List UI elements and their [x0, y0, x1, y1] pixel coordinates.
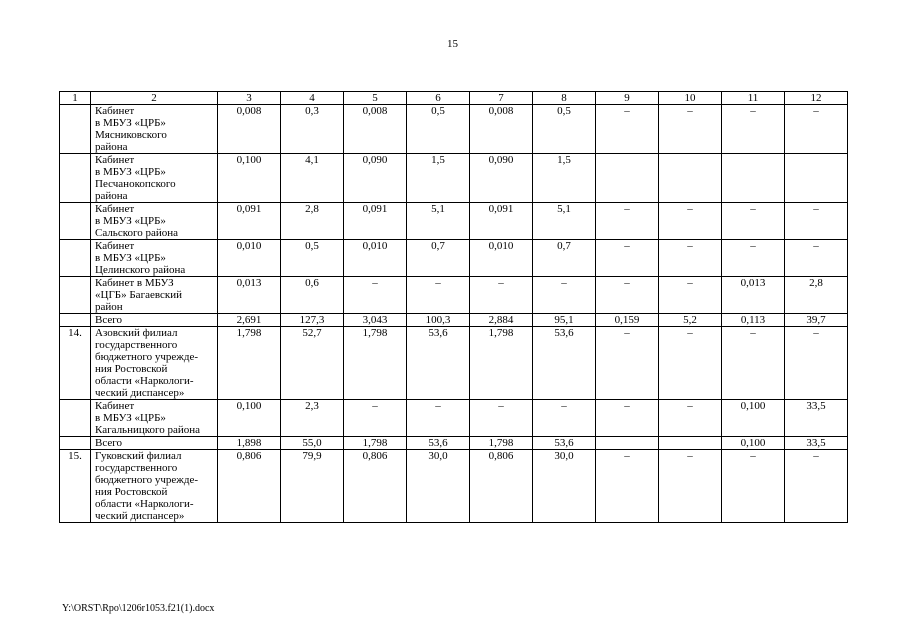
name-line: Гуковский филиал: [95, 450, 182, 462]
row-number-cell: [60, 314, 91, 327]
value-cell-col-5: 0,091: [344, 203, 407, 240]
value-cell-col-11: –: [722, 240, 785, 277]
value-cell-col-10: –: [659, 450, 722, 523]
value-cell-col-8: 30,0: [533, 450, 596, 523]
value-cell-col-6: 30,0: [407, 450, 470, 523]
header-cell: 8: [533, 92, 596, 105]
value-cell-col-6: 53,6: [407, 437, 470, 450]
name-line: район: [95, 301, 123, 313]
table-row: [60, 450, 848, 523]
value-cell-col-5: –: [344, 277, 407, 314]
value-cell-col-9: –: [596, 327, 659, 400]
value-cell-col-4: 2,3: [281, 400, 344, 437]
name-line: Кабинет: [95, 203, 135, 215]
table-row: [60, 105, 848, 154]
name-line: Сальского района: [95, 227, 179, 239]
value-cell-col-7: 0,091: [470, 203, 533, 240]
header-cell: 10: [659, 92, 722, 105]
value-cell-col-9: –: [596, 277, 659, 314]
row-number-cell: [60, 203, 91, 240]
name-line: Кабинет в МБУЗ: [95, 277, 174, 289]
institution-name-cell: [91, 105, 218, 154]
name-line: ния Ростовской: [95, 486, 168, 498]
value-cell-col-6: 0,5: [407, 105, 470, 154]
value-cell-col-7: 1,798: [470, 437, 533, 450]
header-cell: 7: [470, 92, 533, 105]
value-cell-col-4: 0,6: [281, 277, 344, 314]
value-cell-col-8: 1,5: [533, 154, 596, 203]
value-cell-col-3: 0,100: [218, 400, 281, 437]
name-line: в МБУЗ «ЦРБ»: [95, 215, 166, 227]
row-number-cell: [60, 240, 91, 277]
table-header-row: [60, 92, 848, 105]
header-cell: 2: [91, 92, 218, 105]
value-cell-col-12: –: [785, 105, 848, 154]
name-line: бюджетного учрежде-: [95, 474, 199, 486]
value-cell-col-4: 2,8: [281, 203, 344, 240]
value-cell-col-5: 0,010: [344, 240, 407, 277]
row-number-cell: [60, 437, 91, 450]
value-cell-col-4: 127,3: [281, 314, 344, 327]
value-cell-col-12: –: [785, 450, 848, 523]
value-cell-col-10: 5,2: [659, 314, 722, 327]
value-cell-col-11: –: [722, 203, 785, 240]
value-cell-col-9: [596, 437, 659, 450]
table-row: [60, 400, 848, 437]
row-number-cell: [60, 105, 91, 154]
name-line: Азовский филиал: [95, 327, 178, 339]
value-cell-col-6: 1,5: [407, 154, 470, 203]
value-cell-col-9: 0,159: [596, 314, 659, 327]
value-cell-col-3: 1,798: [218, 327, 281, 400]
header-cell: 1: [60, 92, 91, 105]
value-cell-col-10: –: [659, 277, 722, 314]
name-line: бюджетного учрежде-: [95, 351, 199, 363]
institution-name-cell: [91, 240, 218, 277]
name-line: Мясниковского: [95, 129, 167, 141]
value-cell-col-4: 4,1: [281, 154, 344, 203]
name-line: «ЦГБ» Багаевский: [95, 289, 182, 301]
name-line: Кабинет: [95, 154, 135, 166]
value-cell-col-6: –: [407, 400, 470, 437]
value-cell-col-8: 0,7: [533, 240, 596, 277]
value-cell-col-3: 2,691: [218, 314, 281, 327]
value-cell-col-10: –: [659, 240, 722, 277]
value-cell-col-9: –: [596, 105, 659, 154]
value-cell-col-9: –: [596, 400, 659, 437]
value-cell-col-7: 2,884: [470, 314, 533, 327]
value-cell-col-10: –: [659, 203, 722, 240]
value-cell-col-4: 52,7: [281, 327, 344, 400]
header-cell: 3: [218, 92, 281, 105]
row-number-cell: [60, 154, 91, 203]
value-cell-col-3: 0,013: [218, 277, 281, 314]
value-cell-col-8: 5,1: [533, 203, 596, 240]
value-cell-col-5: –: [344, 400, 407, 437]
value-cell-col-4: 55,0: [281, 437, 344, 450]
value-cell-col-8: 53,6: [533, 327, 596, 400]
name-line: Кабинет: [95, 240, 135, 252]
institution-name-cell: [91, 154, 218, 203]
value-cell-col-7: 0,806: [470, 450, 533, 523]
table-row: [60, 437, 848, 450]
header-cell: 9: [596, 92, 659, 105]
value-cell-col-11: –: [722, 105, 785, 154]
value-cell-col-4: 0,5: [281, 240, 344, 277]
table-row: [60, 314, 848, 327]
row-number-cell: [60, 400, 91, 437]
name-line: в МБУЗ «ЦРБ»: [95, 412, 166, 424]
value-cell-col-3: 0,806: [218, 450, 281, 523]
value-cell-col-12: 33,5: [785, 400, 848, 437]
name-line: Песчанокопского: [95, 178, 176, 190]
value-cell-col-10: [659, 154, 722, 203]
name-line: Кабинет: [95, 400, 135, 412]
table-row: [60, 203, 848, 240]
header-cell: 5: [344, 92, 407, 105]
page-number: 15: [447, 38, 458, 50]
value-cell-col-12: –: [785, 327, 848, 400]
value-cell-col-12: 33,5: [785, 437, 848, 450]
value-cell-col-3: 0,091: [218, 203, 281, 240]
value-cell-col-7: 0,010: [470, 240, 533, 277]
name-line: Кагальницкого района: [95, 424, 201, 436]
footer-file-path: Y:\ORST\Rpo\1206r1053.f21(1).docx: [62, 603, 215, 614]
name-line: Всего: [95, 437, 122, 449]
institution-name-cell: [91, 203, 218, 240]
value-cell-col-6: 100,3: [407, 314, 470, 327]
row-number-cell: 15.: [60, 450, 91, 523]
name-line: района: [95, 190, 128, 202]
value-cell-col-3: 0,008: [218, 105, 281, 154]
value-cell-col-12: 2,8: [785, 277, 848, 314]
name-line: Целинского района: [95, 264, 186, 276]
name-line: ния Ростовской: [95, 363, 168, 375]
value-cell-col-9: –: [596, 240, 659, 277]
value-cell-col-12: –: [785, 203, 848, 240]
value-cell-col-6: 0,7: [407, 240, 470, 277]
name-line: Всего: [95, 314, 122, 326]
value-cell-col-7: 0,090: [470, 154, 533, 203]
value-cell-col-8: –: [533, 400, 596, 437]
value-cell-col-10: [659, 437, 722, 450]
institution-name-cell: [91, 327, 218, 400]
name-line: в МБУЗ «ЦРБ»: [95, 252, 166, 264]
institution-name-cell: [91, 314, 218, 327]
value-cell-col-3: 0,010: [218, 240, 281, 277]
value-cell-col-5: 1,798: [344, 437, 407, 450]
name-line: района: [95, 141, 128, 153]
value-cell-col-8: 53,6: [533, 437, 596, 450]
value-cell-col-11: –: [722, 327, 785, 400]
value-cell-col-3: 0,100: [218, 154, 281, 203]
value-cell-col-4: 79,9: [281, 450, 344, 523]
header-cell: 6: [407, 92, 470, 105]
name-line: в МБУЗ «ЦРБ»: [95, 166, 166, 178]
value-cell-col-8: 95,1: [533, 314, 596, 327]
value-cell-col-6: 5,1: [407, 203, 470, 240]
name-line: Кабинет: [95, 105, 135, 117]
table-row: [60, 154, 848, 203]
header-cell: 4: [281, 92, 344, 105]
value-cell-col-6: 53,6: [407, 327, 470, 400]
value-cell-col-10: –: [659, 105, 722, 154]
value-cell-col-5: 3,043: [344, 314, 407, 327]
value-cell-col-10: –: [659, 327, 722, 400]
header-cell: 12: [785, 92, 848, 105]
name-line: в МБУЗ «ЦРБ»: [95, 117, 166, 129]
institution-name-cell: [91, 450, 218, 523]
value-cell-col-11: 0,013: [722, 277, 785, 314]
table-row: [60, 327, 848, 400]
name-line: государственного: [95, 339, 178, 351]
name-line: ческий диспансер»: [95, 387, 185, 399]
name-line: области «Наркологи-: [95, 498, 194, 510]
value-cell-col-5: 0,008: [344, 105, 407, 154]
value-cell-col-7: 1,798: [470, 327, 533, 400]
name-line: ческий диспансер»: [95, 510, 185, 522]
name-line: области «Наркологи-: [95, 375, 194, 387]
row-number-cell: 14.: [60, 327, 91, 400]
value-cell-col-11: [722, 154, 785, 203]
value-cell-col-9: –: [596, 203, 659, 240]
table-row: [60, 240, 848, 277]
value-cell-col-8: 0,5: [533, 105, 596, 154]
value-cell-col-12: [785, 154, 848, 203]
institution-name-cell: [91, 437, 218, 450]
value-cell-col-12: 39,7: [785, 314, 848, 327]
value-cell-col-10: –: [659, 400, 722, 437]
value-cell-col-5: 0,090: [344, 154, 407, 203]
value-cell-col-4: 0,3: [281, 105, 344, 154]
name-line: государственного: [95, 462, 178, 474]
header-cell: 11: [722, 92, 785, 105]
value-cell-col-8: –: [533, 277, 596, 314]
value-cell-col-11: 0,100: [722, 437, 785, 450]
value-cell-col-7: –: [470, 277, 533, 314]
row-number-cell: [60, 277, 91, 314]
institution-name-cell: [91, 277, 218, 314]
value-cell-col-3: 1,898: [218, 437, 281, 450]
data-table: [59, 91, 848, 523]
value-cell-col-5: 1,798: [344, 327, 407, 400]
value-cell-col-12: –: [785, 240, 848, 277]
table-row: [60, 277, 848, 314]
value-cell-col-6: –: [407, 277, 470, 314]
value-cell-col-11: 0,100: [722, 400, 785, 437]
value-cell-col-7: –: [470, 400, 533, 437]
value-cell-col-9: [596, 154, 659, 203]
table-body: [60, 92, 848, 523]
value-cell-col-9: –: [596, 450, 659, 523]
institution-name-cell: [91, 400, 218, 437]
value-cell-col-7: 0,008: [470, 105, 533, 154]
value-cell-col-11: –: [722, 450, 785, 523]
value-cell-col-11: 0,113: [722, 314, 785, 327]
value-cell-col-5: 0,806: [344, 450, 407, 523]
